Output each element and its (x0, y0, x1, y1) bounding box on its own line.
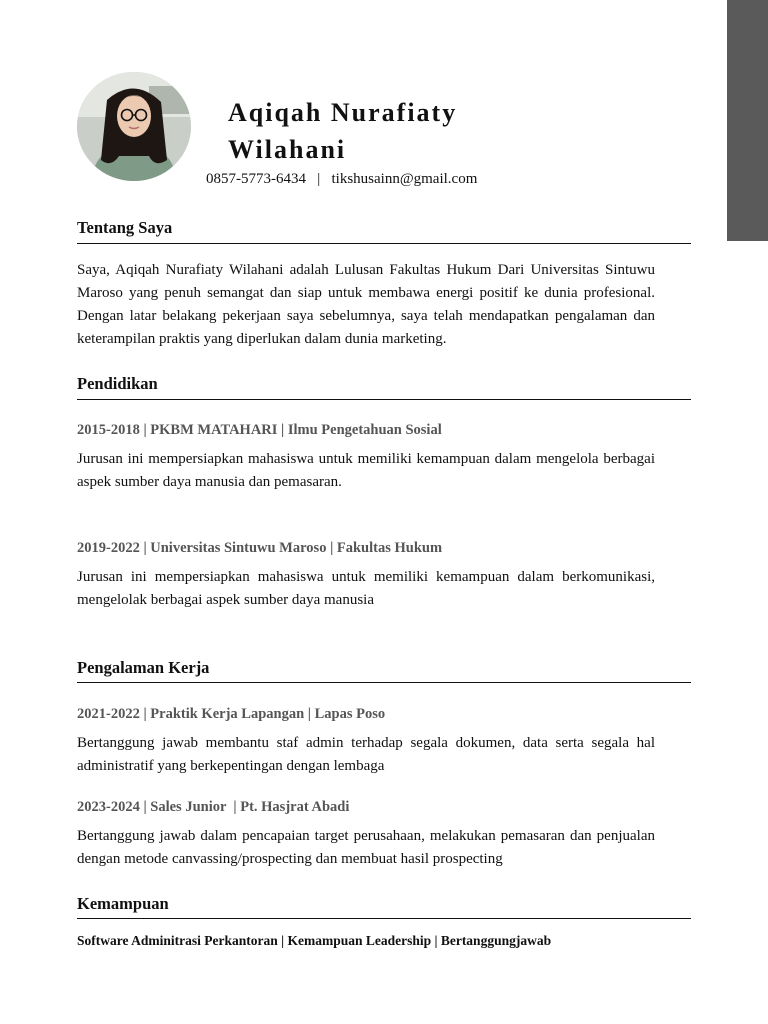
scrollbar-thumb[interactable] (727, 0, 768, 241)
profile-photo (77, 72, 191, 181)
candidate-name (228, 94, 457, 168)
candidate-name-line1: Aqiqah Nurafiaty (228, 98, 458, 127)
experience-heading: Pengalaman Kerja (77, 658, 210, 677)
about-text: Saya, Aqiqah Nurafiaty Wilahani adalah Lulusan Fakultas Hukum Dari Universitas Sintuwu Maroso yang penuh semangat dan siap untuk membawa energi positif ke dunia profesional. Dengan latar belakang pekerjaan saya sebelumnya, saya telah mendapatkan pengalaman dan keterampilan praktis yang diperlukan dalam dunia marketing. (77, 262, 655, 347)
about-heading: Tentang Saya (77, 218, 173, 237)
experience-divider (77, 682, 691, 683)
education-heading: Pendidikan (77, 374, 158, 393)
skills-list: Software Adminitrasi Perkantoran | Kemampuan Leadership | Bertanggungjawab (77, 933, 552, 948)
about-divider (77, 243, 691, 244)
education-divider (77, 399, 691, 400)
education-entry-title: 2019-2022 | Universitas Sintuwu Maroso | Fakultas Hukum (77, 540, 443, 556)
contact-info: 0857-5773-6434 | tikshusainn@gmail.com (206, 171, 478, 187)
experience-entry-title: 2021-2022 | Praktik Kerja Lapangan | Lapas Poso (77, 706, 386, 722)
candidate-name-line2: Wilahani (228, 135, 347, 164)
education-entry-text: Jurusan ini mempersiapkan mahasiswa untuk memiliki kemampuan dalam mengelola berbagai aspek sumber daya manusia dan pemasaran. (77, 451, 655, 490)
experience-entry-text: Bertanggung jawab dalam pencapaian target perusahaan, melakukan pemasaran dan penjualan dengan metode canvassing/prospecting dan membuat hasil prospecting (77, 828, 655, 867)
profile-photo-illustration (77, 72, 191, 181)
experience-entry-title: 2023-2024 | Sales Junior | Pt. Hasjrat Abadi (77, 799, 350, 815)
skills-divider (77, 918, 691, 919)
skills-heading: Kemampuan (77, 894, 169, 913)
education-entry-title: 2015-2018 | PKBM MATAHARI | Ilmu Pengetahuan Sosial (77, 422, 442, 438)
education-entry-text: Jurusan ini mempersiapkan mahasiswa untuk memiliki kemampuan dalam berkomunikasi, mengelolak berbagai aspek sumber daya manusia (77, 569, 655, 608)
experience-entry-text: Bertanggung jawab membantu staf admin terhadap segala dokumen, data serta segala hal administratif yang berkepentingan dengan lembaga (77, 735, 655, 774)
